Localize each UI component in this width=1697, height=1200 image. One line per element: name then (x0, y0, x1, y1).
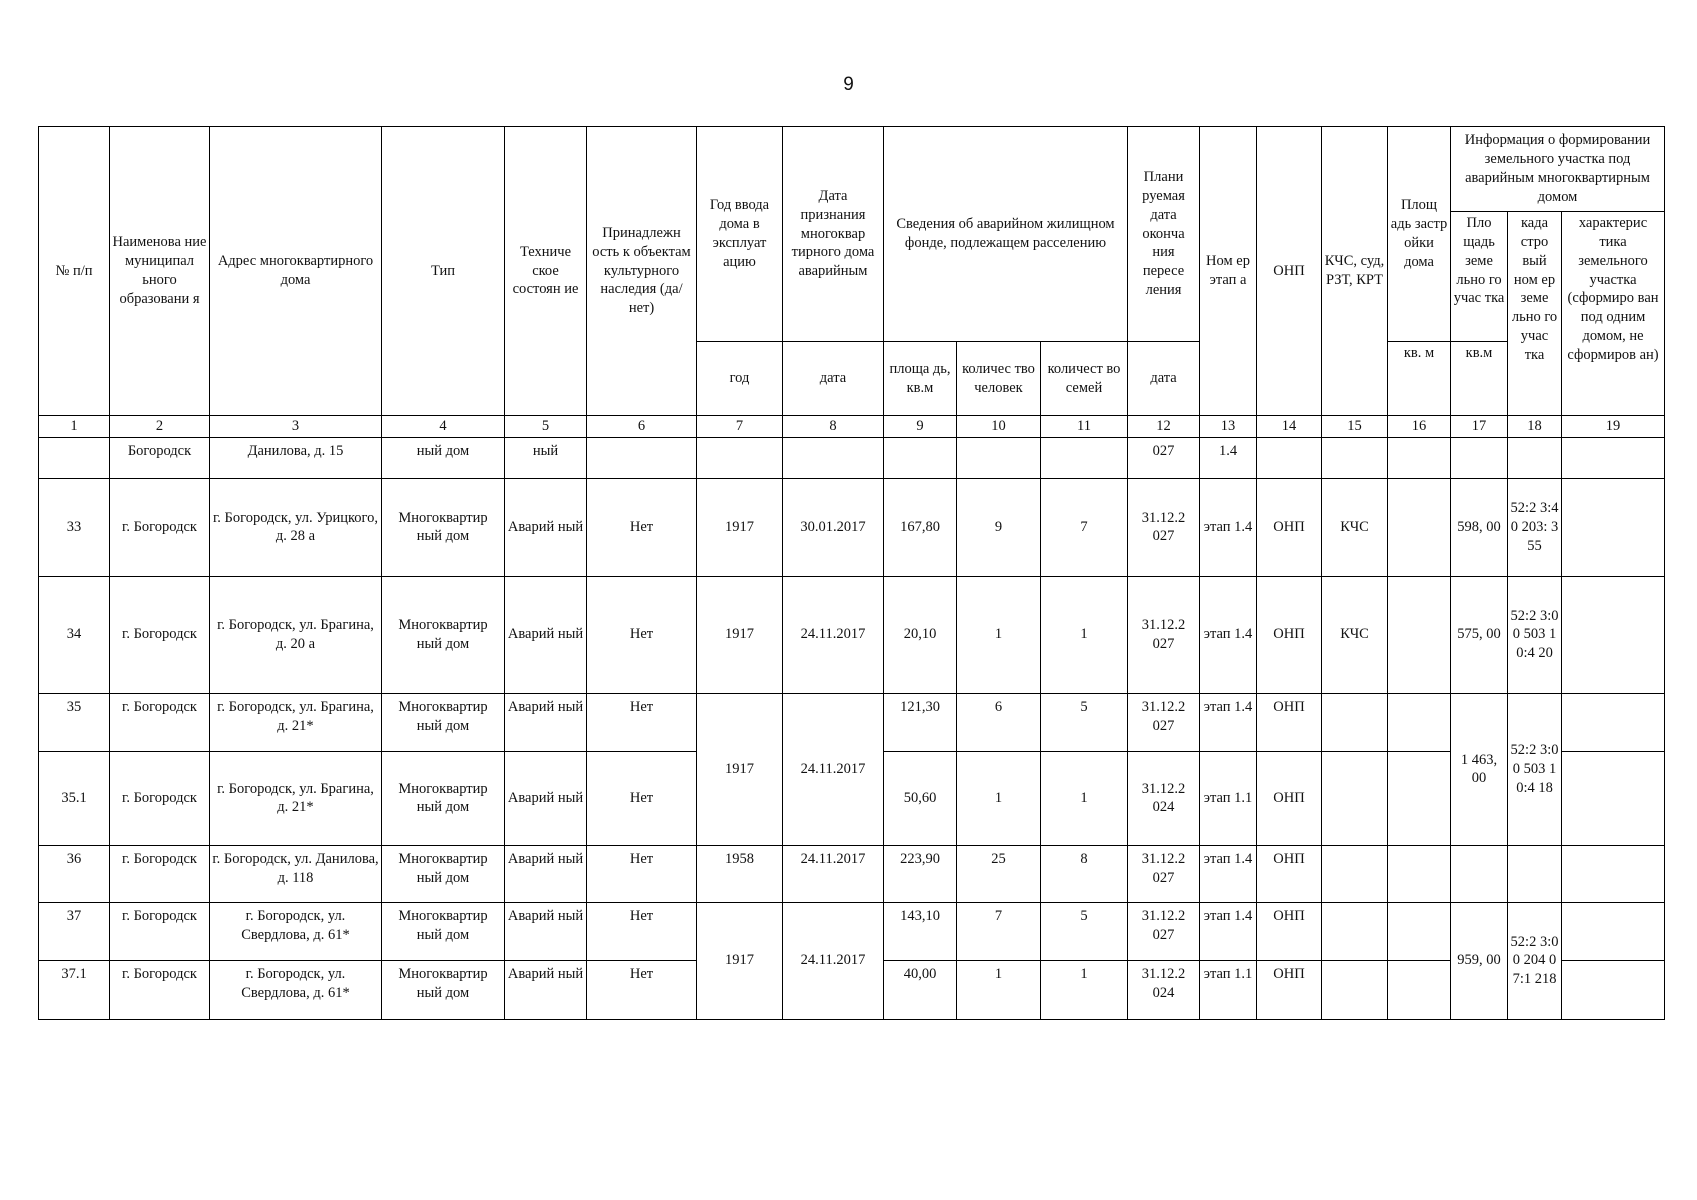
cell-type: Многоквартир ный дом (382, 960, 505, 1019)
cell-onp: ОНП (1257, 576, 1322, 693)
cell-kchs (1322, 960, 1388, 1019)
col-number: 15 (1322, 416, 1388, 438)
cell-planned-date: 31.12.2 024 (1128, 751, 1200, 845)
page-number: 9 (843, 74, 854, 95)
cell-address: г. Богородск, ул. Данилова, д. 118 (210, 845, 382, 902)
cell-kchs (1322, 845, 1388, 902)
cell-built-area (1388, 845, 1451, 902)
cell-municipality: г. Богородск (110, 478, 210, 576)
cell-year: 1917 (697, 478, 783, 576)
cell-land-characteristic (1562, 693, 1665, 751)
cell-planned-date: 31.12.2 027 (1128, 478, 1200, 576)
cell-num: 37 (39, 902, 110, 960)
cell-families: 1 (1041, 960, 1128, 1019)
cell-families: 8 (1041, 845, 1128, 902)
header-land-area: Пло щадь земе льно го учас тка (1451, 212, 1508, 342)
cell-address: г. Богородск, ул. Свердлова, д. 61* (210, 960, 382, 1019)
cell-land-characteristic (1562, 576, 1665, 693)
cell-families: 1 (1041, 576, 1128, 693)
cell-heritage: Нет (587, 845, 697, 902)
cell-date: 24.11.2017 (783, 845, 884, 902)
header-stage-number: Ном ер этап а (1200, 127, 1257, 416)
col-number: 2 (110, 416, 210, 438)
cell-area: 50,60 (884, 751, 957, 845)
cell-people: 1 (957, 751, 1041, 845)
cell-families: 5 (1041, 902, 1128, 960)
subheader-date: дата (783, 342, 884, 416)
cell-land-area: 959, 00 (1451, 902, 1508, 1019)
table-row (39, 902, 1665, 960)
cell-address: Данилова, д. 15 (210, 437, 382, 478)
cell-area: 167,80 (884, 478, 957, 576)
cell-built-area (1388, 576, 1451, 693)
cell-type: Многоквартир ный дом (382, 845, 505, 902)
cell-year: 1917 (697, 576, 783, 693)
col-number: 18 (1508, 416, 1562, 438)
cell-date: 24.11.2017 (783, 693, 884, 845)
cell-built-area (1388, 960, 1451, 1019)
cell-num: 36 (39, 845, 110, 902)
cell-built-area (1388, 751, 1451, 845)
header-kchs: КЧС, суд, РЗТ, КРТ (1322, 127, 1388, 416)
cell-type: Многоквартир ный дом (382, 478, 505, 576)
continuation-row (39, 437, 1665, 478)
cell-stage: 1.4 (1200, 437, 1257, 478)
cell-kchs (1322, 751, 1388, 845)
cell-planned-date: 027 (1128, 437, 1200, 478)
column-number-row (39, 416, 1665, 438)
col-number: 5 (505, 416, 587, 438)
table-row (39, 845, 1665, 902)
cell-stage: этап 1.4 (1200, 902, 1257, 960)
cell-cadastral: 52:2 3:00 204 07:1 218 (1508, 902, 1562, 1019)
cell-land-characteristic (1562, 751, 1665, 845)
unit-built-area: кв. м (1388, 342, 1451, 416)
cell-cadastral: 52:2 3:00 503 10:4 18 (1508, 693, 1562, 845)
cell-heritage: Нет (587, 751, 697, 845)
header-tech-state: Техниче ское состоян ие (505, 127, 587, 416)
cell-stage: этап 1.4 (1200, 576, 1257, 693)
cell-tech-state: Аварий ный (505, 478, 587, 576)
cell-address: г. Богородск, ул. Брагина, д. 20 а (210, 576, 382, 693)
cell-planned-date: 31.12.2 024 (1128, 960, 1200, 1019)
cell-stage: этап 1.4 (1200, 478, 1257, 576)
header-row-1 (39, 127, 1665, 212)
col-number: 8 (783, 416, 884, 438)
cell-year: 1958 (697, 845, 783, 902)
cell-tech-state: Аварий ный (505, 576, 587, 693)
col-number: 3 (210, 416, 382, 438)
cell-address: г. Богородск, ул. Свердлова, д. 61* (210, 902, 382, 960)
cell-heritage: Нет (587, 693, 697, 751)
cell-land-characteristic (1562, 960, 1665, 1019)
col-number: 14 (1257, 416, 1322, 438)
header-municipality: Наименова ние муниципал ьного образовани я (110, 127, 210, 416)
header-land-info: Информация о формировании земельного участка под аварийным многоквартирным домом (1451, 127, 1665, 212)
cell-heritage: Нет (587, 478, 697, 576)
cell-address: г. Богородск, ул. Брагина, д. 21* (210, 751, 382, 845)
cell-land-characteristic (1562, 478, 1665, 576)
table-row (39, 576, 1665, 693)
emergency-housing-table (38, 126, 1665, 1020)
cell-people: 9 (957, 478, 1041, 576)
header-year: Год ввода дома в эксплуат ацию (697, 127, 783, 342)
col-number: 19 (1562, 416, 1665, 438)
cell-people: 1 (957, 576, 1041, 693)
cell-date: 24.11.2017 (783, 576, 884, 693)
subheader-year: год (697, 342, 783, 416)
cell-tech-state: Аварий ный (505, 693, 587, 751)
cell-area: 143,10 (884, 902, 957, 960)
cell-municipality: г. Богородск (110, 576, 210, 693)
cell-families: 5 (1041, 693, 1128, 751)
cell-built-area (1388, 693, 1451, 751)
unit-land-area: кв.м (1451, 342, 1508, 416)
subheader-families: количест во семей (1041, 342, 1128, 416)
cell-kchs (1322, 693, 1388, 751)
cell-land-area (1451, 845, 1508, 902)
col-number: 10 (957, 416, 1041, 438)
cell-stage: этап 1.4 (1200, 845, 1257, 902)
col-number: 17 (1451, 416, 1508, 438)
col-number: 12 (1128, 416, 1200, 438)
cell-built-area (1388, 902, 1451, 960)
header-address: Адрес многоквартирного дома (210, 127, 382, 416)
cell-tech-state: Аварий ный (505, 960, 587, 1019)
cell-onp: ОНП (1257, 845, 1322, 902)
cell-planned-date: 31.12.2 027 (1128, 845, 1200, 902)
cell-onp: ОНП (1257, 693, 1322, 751)
cell-type: Многоквартир ный дом (382, 576, 505, 693)
cell-onp: ОНП (1257, 902, 1322, 960)
cell-municipality: г. Богородск (110, 845, 210, 902)
table-row (39, 478, 1665, 576)
cell-area: 20,10 (884, 576, 957, 693)
col-number: 13 (1200, 416, 1257, 438)
cell-num: 33 (39, 478, 110, 576)
cell-tech-state: Аварий ный (505, 751, 587, 845)
cell-municipality: г. Богородск (110, 751, 210, 845)
cell-municipality: г. Богородск (110, 693, 210, 751)
cell-onp: ОНП (1257, 960, 1322, 1019)
cell-type: Многоквартир ный дом (382, 751, 505, 845)
col-number: 9 (884, 416, 957, 438)
cell-cadastral (1508, 845, 1562, 902)
cell-stage: этап 1.1 (1200, 751, 1257, 845)
cell-num: 37.1 (39, 960, 110, 1019)
cell-tech-state: ный (505, 437, 587, 478)
cell-land-characteristic (1562, 902, 1665, 960)
cell-planned-date: 31.12.2 027 (1128, 576, 1200, 693)
cell-date: 30.01.2017 (783, 478, 884, 576)
cell-cadastral: 52:2 3:00 503 10:4 20 (1508, 576, 1562, 693)
cell-num: 35 (39, 693, 110, 751)
cell-cadastral: 52:2 3:40 203: 355 (1508, 478, 1562, 576)
cell-kchs: КЧС (1322, 478, 1388, 576)
cell-heritage: Нет (587, 902, 697, 960)
cell-address: г. Богородск, ул. Брагина, д. 21* (210, 693, 382, 751)
cell-num: 34 (39, 576, 110, 693)
col-number: 6 (587, 416, 697, 438)
cell-date: 24.11.2017 (783, 902, 884, 1019)
header-cadastral: када стро вый ном ер земе льно го учас тка (1508, 212, 1562, 416)
subheader-area: площа дь, кв.м (884, 342, 957, 416)
cell-heritage: Нет (587, 960, 697, 1019)
table-row (39, 693, 1665, 751)
cell-people: 6 (957, 693, 1041, 751)
col-number: 16 (1388, 416, 1451, 438)
cell-municipality: Богородск (110, 437, 210, 478)
cell-built-area (1388, 478, 1451, 576)
cell-num: 35.1 (39, 751, 110, 845)
header-type: Тип (382, 127, 505, 416)
cell-onp: ОНП (1257, 751, 1322, 845)
cell-people: 7 (957, 902, 1041, 960)
col-number: 11 (1041, 416, 1128, 438)
cell-people: 1 (957, 960, 1041, 1019)
cell-planned-date: 31.12.2 027 (1128, 693, 1200, 751)
cell-municipality: г. Богородск (110, 902, 210, 960)
cell-municipality: г. Богородск (110, 960, 210, 1019)
cell-onp: ОНП (1257, 478, 1322, 576)
cell-year: 1917 (697, 693, 783, 845)
cell-area: 40,00 (884, 960, 957, 1019)
cell-year: 1917 (697, 902, 783, 1019)
header-emergency-fund-info: Сведения об аварийном жилищном фонде, подлежащем расселению (884, 127, 1128, 342)
cell-land-characteristic (1562, 845, 1665, 902)
cell-land-area: 1 463, 00 (1451, 693, 1508, 845)
cell-area: 223,90 (884, 845, 957, 902)
col-number: 1 (39, 416, 110, 438)
cell-planned-date: 31.12.2 027 (1128, 902, 1200, 960)
cell-families: 7 (1041, 478, 1128, 576)
subheader-planned-date: дата (1128, 342, 1200, 416)
cell-land-area: 598, 00 (1451, 478, 1508, 576)
cell-stage: этап 1.4 (1200, 693, 1257, 751)
cell-tech-state: Аварий ный (505, 902, 587, 960)
cell-land-area: 575, 00 (1451, 576, 1508, 693)
header-heritage: Принадлежн ость к объектам культурного наследия (да/нет) (587, 127, 697, 416)
header-planned-date: Плани руемая дата оконча ния пересе ления (1128, 127, 1200, 342)
cell-area: 121,30 (884, 693, 957, 751)
col-number: 7 (697, 416, 783, 438)
cell-kchs: КЧС (1322, 576, 1388, 693)
cell-families: 1 (1041, 751, 1128, 845)
header-onp: ОНП (1257, 127, 1322, 416)
cell-stage: этап 1.1 (1200, 960, 1257, 1019)
subheader-people: количес тво человек (957, 342, 1041, 416)
cell-people: 25 (957, 845, 1041, 902)
header-recognition-date: Дата признания многоквар тирного дома аварийным (783, 127, 884, 342)
cell-tech-state: Аварий ный (505, 845, 587, 902)
cell-type: ный дом (382, 437, 505, 478)
cell-type: Многоквартир ный дом (382, 693, 505, 751)
cell-kchs (1322, 902, 1388, 960)
col-number: 4 (382, 416, 505, 438)
cell-type: Многоквартир ный дом (382, 902, 505, 960)
header-num: № п/п (39, 127, 110, 416)
header-land-characteristic: характерис тика земельного участка (сформиро ван под одним домом, не сформиров ан) (1562, 212, 1665, 416)
cell-address: г. Богородск, ул. Урицкого, д. 28 а (210, 478, 382, 576)
header-built-area: Площ адь застр ойки дома (1388, 127, 1451, 342)
cell-heritage: Нет (587, 576, 697, 693)
